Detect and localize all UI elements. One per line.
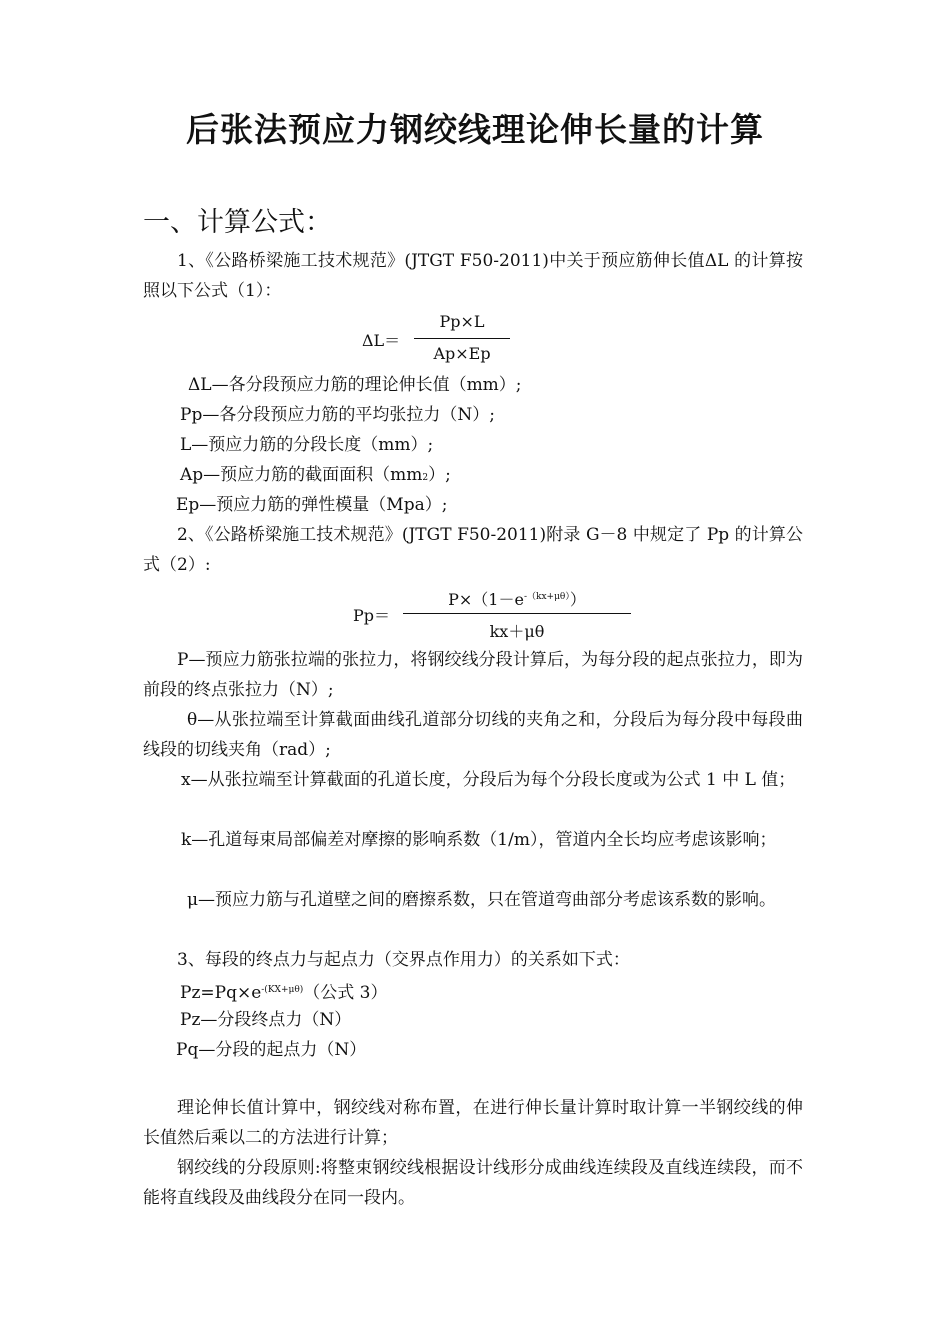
paragraph-formula3-intro: 3、每段的终点力与起点力（交界点作用力）的关系如下式：	[177, 950, 630, 970]
paragraph-formula2-intro: 2、《公路桥梁施工技术规范》(JTGT F50-2011)附录 G－8 中规定了 Pp 的计算公式（2）:	[143, 525, 803, 575]
definition-pp: Pp—各分段预应力筋的平均张拉力（N）;	[180, 405, 495, 425]
section-heading: 一、计算公式：	[143, 207, 332, 238]
paragraph-theta-definition: θ—从张拉端至计算截面曲线孔道部分切线的夹角之和，分段后为每分段中每段曲线段的切线夹角（rad）;	[143, 710, 803, 760]
definition-pq: Pq—分段的起点力（N）	[176, 1040, 367, 1060]
formula-1-lhs: ΔL＝	[362, 331, 401, 350]
definition-l: L—预应力筋的分段长度（mm）;	[180, 435, 434, 455]
paragraph-segmentation-rule: 钢绞线的分段原则:将整束钢绞线根据设计线形分成曲线连续段及直线连续段，而不能将直线段及曲线段分在同一段内。	[143, 1158, 803, 1208]
paragraph-formula1-intro: 1、《公路桥梁施工技术规范》(JTGT F50-2011)中关于预应筋伸长值ΔL 的计算按照以下公式（1）：	[143, 251, 803, 301]
definition-delta-l: ΔL—各分段预应力筋的理论伸长值（mm）;	[188, 375, 522, 395]
paragraph-k-definition: k—孔道每束局部偏差对摩擦的影响系数（1/m），管道内全长均应考虑该影响；	[181, 830, 777, 850]
paragraph-x-definition: x—从张拉端至计算截面的孔道长度，分段后为每个分段长度或为公式 1 中 L 值；	[181, 770, 796, 790]
formula-2-lhs: Pp＝	[353, 606, 391, 625]
formula-1-denominator: Ap×Ep	[433, 344, 491, 363]
paragraph-mu-definition: μ—预应力筋与孔道壁之间的磨擦系数，只在管道弯曲部分考虑该系数的影响。	[187, 890, 777, 910]
formula-2-numerator: $P\times(1-e^{-(kx+\mu\theta)})$	[448, 590, 586, 609]
formula-3: $Pz=Pq\times e^{-(KX+\mu\theta)}$（公式 3）	[180, 983, 388, 1003]
formula-1-numerator: Pp×L	[439, 312, 485, 331]
definition-ep: Ep—预应力筋的弹性模量（Mpa）;	[176, 495, 448, 515]
formula-1	[362, 310, 522, 370]
paragraph-p-definition: P—预应力筋张拉端的张拉力，将钢绞线分段计算后，为每分段的起点张拉力，即为前段的终点张拉力（N）;	[143, 650, 803, 700]
document-title: 后张法预应力钢绞线理论伸长量的计算	[186, 110, 764, 149]
fraction-bar	[403, 613, 631, 614]
definition-pz: Pz—分段终点力（N）	[180, 1010, 352, 1030]
paragraph-calculation-method: 理论伸长值计算中，钢绞线对称布置，在进行伸长量计算时取计算一半钢绞线的伸长值然后乘以二的方法进行计算；	[143, 1098, 803, 1148]
definition-ap: Ap—预应力筋的截面面积（mm2）;	[180, 465, 451, 485]
formula-2	[353, 585, 643, 645]
formula-2-denominator: kx＋μθ	[489, 622, 545, 641]
fraction-bar	[414, 338, 510, 339]
